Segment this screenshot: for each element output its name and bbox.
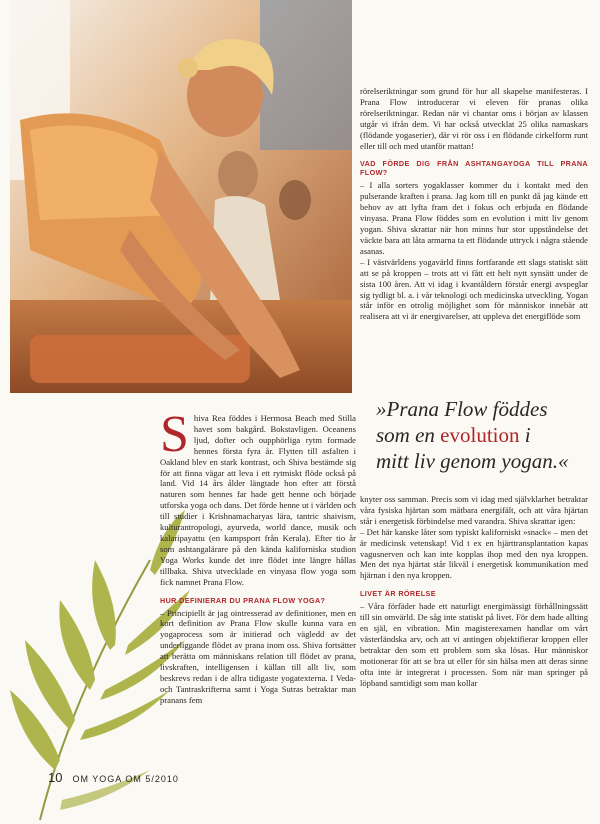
yoga-photo bbox=[10, 0, 352, 393]
paragraph: – I alla sorters yogaklasser kommer du i kontakt med den pulserande kraften i prana. Jag kom till en punkt då jag kände ett behov av att lyfta fram det i fokus och erbjuda en flödande vinyasa. Prana Flow föddes som en evolution i mitt liv genom yogan. Shiva skrattar när hon minns hur stor uppståndelse det väckte bara att låta armarna ta ett flödande uttryck i några stående asanas. bbox=[360, 180, 588, 256]
page-footer bbox=[48, 770, 179, 785]
left-column bbox=[160, 406, 356, 706]
pull-quote-accent: evolution bbox=[440, 423, 520, 447]
pull-quote-line: »Prana Flow föddes bbox=[376, 397, 548, 421]
pull-quote-text: som en bbox=[376, 423, 441, 447]
section-heading: VAD FÖRDE DIG FRÅN ASHTANGAYOGA TILL PRANA FLOW? bbox=[360, 159, 588, 178]
section-heading: HUR DEFINIERAR DU PRANA FLOW YOGA? bbox=[160, 595, 326, 605]
section-heading: LIVET ÄR RÖRELSE bbox=[360, 589, 436, 599]
intro-paragraph: hiva Rea föddes i Hermosa Beach med Stilla havet som bakgård. Bokstavligen. Oceanens ljud, dofter och oupphörliga rytm formade hennes första fyra år. Flytten till asfalten i Oakland blev en stark kontrast, och Shiva bestämde sig för att finna vägar att leva i ett rytmiskt flöde också på land. Vid 14 års ålder längtade hon efter att förstå naturen som hennes far hade gett henne och började utforska yoga och dans. Det förde henne ut i världen och till studier i Krishnamacharyas lära, tantric shaivism, kulturantropologi, ayurveda, world dance, musik och kalaripayattu (en kampsport från Kerala). Efter tio år som ashtangalärare på den kända kaliforniska studion Yoga Works kunde det inre flödet inte längre hållas tillbaka. Shiva utvecklade en vinyasa flow yoga som fick namnet Prana Flow. bbox=[160, 413, 356, 587]
paragraph: – Våra förfäder hade ett naturligt energimässigt förhållningssätt till sin omvärld. De såg inte statiskt på livet. För dem hade allting en själ, en vibration. Min magisterexamen handlar om vårt västerländska arv, och att vi antingen objektifierar kroppen eller betraktar den som ett problem som ska lösas. Hur människor motionerar för att se bra ut eller för sin hälsa men att deras sinne ofta inte är integrerat i processen. Som när man springer på löpband samtidigt som man kollar bbox=[360, 601, 588, 688]
paragraph: – I västvärldens yogavärld finns fortfarande ett slags statiskt sätt att se på kroppen – trots att vi fått ett helt nytt synsätt under de sista 100 åren. Att vi idag i kvantåldern förstår energi avspeglar sig tydligt bl. a. i vår teknologi och medicinska utveckling. Yogan står inför en otrolig möjlighet som för människor innebär att realisera att vi är energivarelser, att uppleva det energiflöde som bbox=[360, 256, 588, 322]
page-number: 10 bbox=[48, 770, 63, 785]
right-column-top bbox=[360, 86, 588, 322]
pull-quote-line: mitt liv genom yogan.« bbox=[376, 449, 569, 473]
paragraph: – Det här kanske låter som typiskt kaliforniskt »snack« – men det är medicinsk vetenskap! Vid t ex en hjärttransplantation kapas vagusnerven och kan inte kopplas ihop med den nya kroppen. Men det nya hjärtat står likväl i energetisk kommunikation med hjärnan i den nya kroppen. bbox=[360, 526, 588, 581]
pull-quote bbox=[376, 396, 588, 474]
right-column-bottom bbox=[360, 494, 588, 689]
paragraph: rörelseriktningar som grund för hur all skapelse manifesteras. I Prana Flow introducerar vi eleven för pranas olika rörelseriktningar. Redan när vi chantar oms i början av klassen utgår vi ifrån dem. Vi har också utvecklat 25 olika namaskars (flödande yogaserier), där vi rör oss i en flödande cirkelform runt eller till och med utanför mattan! bbox=[360, 86, 588, 151]
paragraph: – Principiellt är jag ointresserad av definitioner, men en kort definition av Prana Flow skulle kunna vara en yogaprocess som är initierad och vägledd av det underliggande flödet av prana inom oss. Shiva fortsätter att berätta om människans relation till flödet av prana, livskraften, intelligensen i källan till allt liv, som beskrevs redan i de allra tidigaste yogatexterna. I Veda- och Tantraskrifterna samt i Yoga Sutras betraktar man pranans fem bbox=[160, 607, 356, 705]
pull-quote-text: i bbox=[519, 423, 531, 447]
paragraph: knyter oss samman. Precis som vi idag med självklarhet betraktar våra fysiska hjärtan som mätbara energifält, och att våra hjärtan står i energetisk förbindelse med varandra. Shiva skrattar igen: bbox=[360, 494, 588, 526]
magazine-issue: OM YOGA OM 5/2010 bbox=[72, 774, 179, 784]
drop-cap: S bbox=[160, 406, 189, 463]
